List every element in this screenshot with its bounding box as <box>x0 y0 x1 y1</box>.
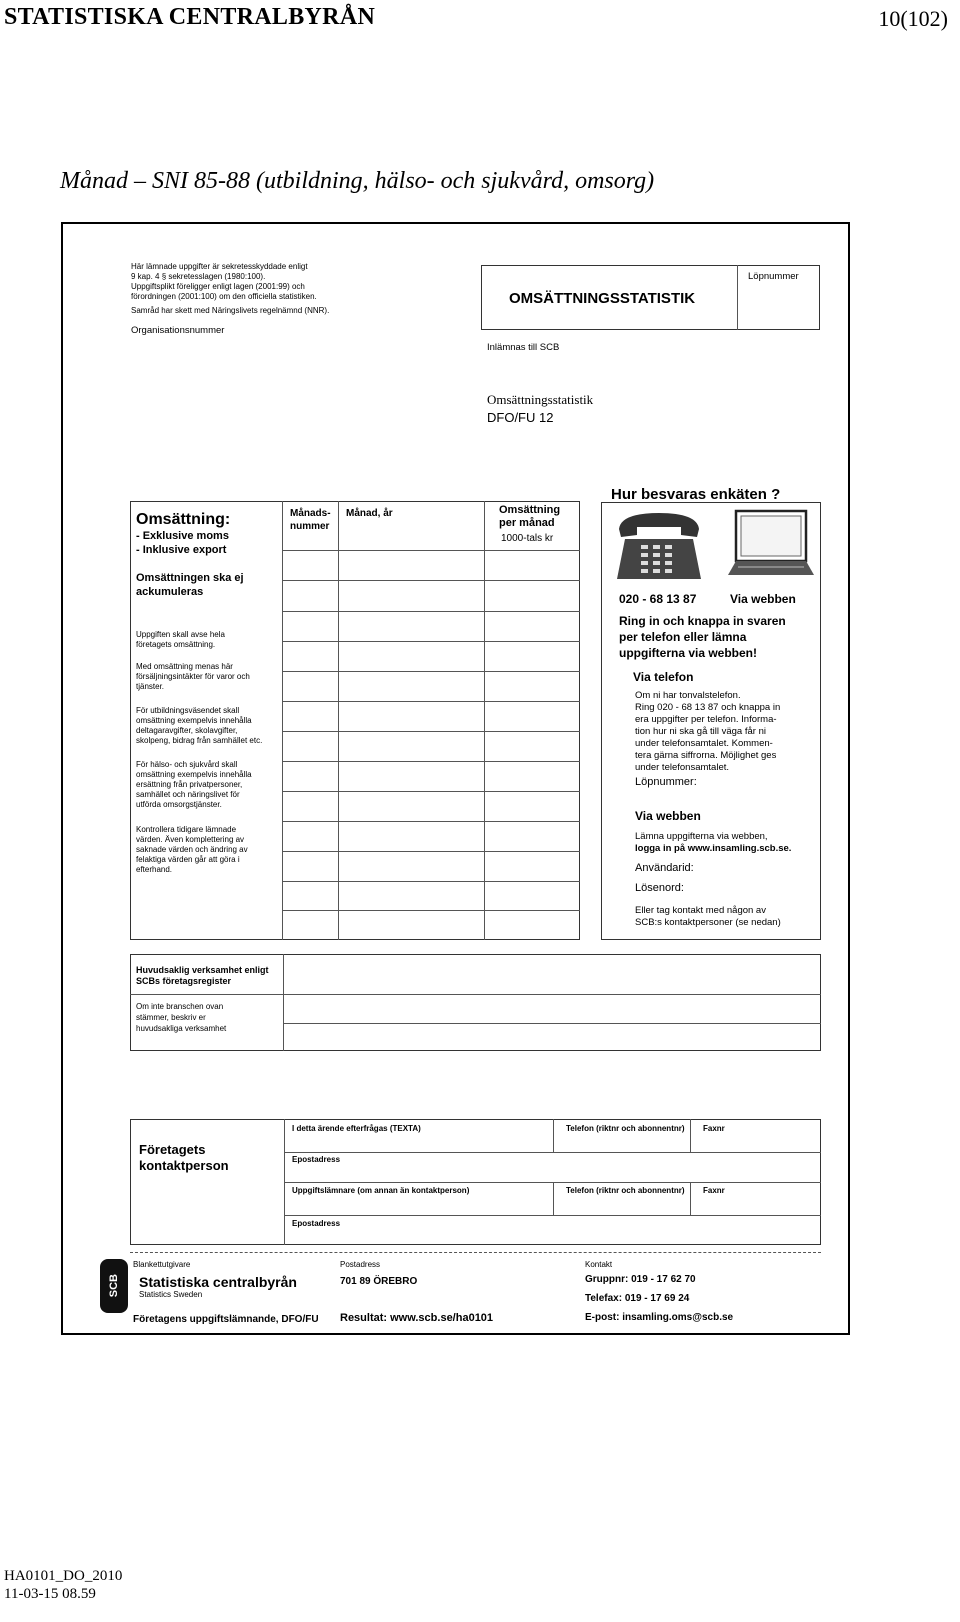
submit-to: Inlämnas till SCB <box>487 342 560 353</box>
p5-line-3: saknade värden och ändring av <box>136 845 248 854</box>
agency-header: STATISTISKA CENTRALBYRÅN <box>4 4 376 30</box>
secrecy-line-1: Här lämnade uppgifter är sekretesskyddade enligt <box>131 262 308 271</box>
no-accum-2: ackumuleras <box>136 586 204 598</box>
scb-logo-icon <box>100 1259 128 1313</box>
col-month-year: Månad, år <box>346 508 393 519</box>
org-number-label: Organisationsnummer <box>131 325 225 336</box>
secrecy-line-5: Samråd har skett med Näringslivets regelnämnd (NNR). <box>131 306 330 315</box>
p4-line-4: samhället och näringslivet för <box>136 790 240 799</box>
ask-label: I detta ärende efterfrågas (TEXTA) <box>292 1124 421 1133</box>
how-heading: Hur besvaras enkäten ? <box>611 486 781 503</box>
p1-line-1: Uppgiften skall avse hela <box>136 630 225 639</box>
fax-number: Telefax: 019 - 17 69 24 <box>585 1293 690 1304</box>
p4-line-2: omsättning exempelvis innehålla <box>136 770 252 779</box>
contact-label-1: Företagets <box>139 1142 206 1157</box>
other-activity-3: huvudsakliga verksamhet <box>136 1024 227 1033</box>
password-field: Lösenord: <box>635 882 684 894</box>
phone-text-6: tera gärna siffrorna. Möjlighet ges <box>635 750 777 761</box>
web-text-1: Lämna uppgifterna via webben, <box>635 831 768 842</box>
p2-line-2: försäljningsintäkter för varor och <box>136 672 250 681</box>
contact-hline-3 <box>284 1215 821 1216</box>
activity-hline-2 <box>283 1023 821 1024</box>
web-text-2: logga in på www.insamling.scb.se. <box>635 843 792 854</box>
phone-text-5: under telefonsamtalet. Kommen- <box>635 738 773 749</box>
table-hline-1 <box>282 550 580 551</box>
p5-line-5: efterhand. <box>136 865 173 874</box>
table-hline-6 <box>282 701 580 702</box>
phone-text-2: Ring 020 - 68 13 87 och knappa in <box>635 702 781 713</box>
group-number: Gruppnr: 019 - 17 62 70 <box>585 1274 696 1285</box>
title-divider <box>737 265 738 330</box>
p1-line-2: företagets omsättning. <box>136 640 216 649</box>
table-vline-2 <box>338 501 339 940</box>
table-hline-4 <box>282 641 580 642</box>
turnover-bullet-1: - Exklusive moms <box>136 530 229 542</box>
col-turnover-2: per månad <box>499 517 555 529</box>
postal-label: Postadress <box>340 1260 381 1269</box>
page-number: 10(102) <box>878 6 948 31</box>
call-line-3: uppgifterna via webben! <box>619 646 758 660</box>
table-hline-9 <box>282 791 580 792</box>
table-hline-12 <box>282 881 580 882</box>
contact-email: E-post: insamling.oms@scb.se <box>585 1312 734 1323</box>
bottom-divider <box>130 1252 821 1254</box>
contact-vline-2 <box>553 1119 554 1152</box>
lopnummer-label: Löpnummer <box>748 271 799 282</box>
phone-text-7: under telefonsamtalet. <box>635 762 730 773</box>
contact-label: Kontakt <box>585 1260 613 1269</box>
phone-text-1: Om ni har tonvalstelefon. <box>635 690 741 701</box>
secrecy-line-2: 9 kap. 4 § sekretesslagen (1980:100). <box>131 272 266 281</box>
agency-name-en: Statistics Sweden <box>139 1290 203 1299</box>
fax-label-1: Faxnr <box>703 1124 725 1133</box>
contact-text-2: SCB:s kontaktpersoner (se nedan) <box>635 917 781 928</box>
via-web-label: Via webben <box>730 592 796 606</box>
contact-vline-5 <box>690 1182 691 1215</box>
contact-hline-2 <box>284 1182 821 1183</box>
results-url: Resultat: www.scb.se/ha0101 <box>340 1312 494 1324</box>
p3-line-2: omsättning exempelvis innehålla <box>136 716 252 725</box>
issuer-label: Blankettutgivare <box>133 1260 191 1269</box>
col-month-no-1: Månads- <box>290 508 331 519</box>
dept-name: Företagens uppgiftslämnande, DFO/FU <box>133 1314 319 1325</box>
p2-line-1: Med omsättning menas här <box>136 662 233 671</box>
p3-line-3: deltagaravgifter, skolavgifter, <box>136 726 238 735</box>
other-submitter-label: Uppgiftslämnare (om annan än kontaktperson) <box>292 1186 470 1195</box>
turnover-bullet-2: - Inklusive export <box>136 544 227 556</box>
p5-line-4: felaktiga värden går att göra i <box>136 855 240 864</box>
table-hline-10 <box>282 821 580 822</box>
p5-line-2: värden. Även komplettering av <box>136 835 245 844</box>
main-activity-2: SCBs företagsregister <box>136 976 232 986</box>
email-label-1: Epostadress <box>292 1155 341 1164</box>
lopnummer-field: Löpnummer: <box>635 776 697 788</box>
other-activity-1: Om inte branschen ovan <box>136 1002 224 1011</box>
table-vline-3 <box>484 501 485 940</box>
form-title: OMSÄTTNINGSSTATISTIK <box>509 290 696 307</box>
footer-code: HA0101_DO_2010 <box>4 1568 123 1584</box>
contact-vline-3 <box>690 1119 691 1152</box>
table-hline-5 <box>282 671 580 672</box>
p2-line-3: tjänster. <box>136 682 165 691</box>
no-accum-1: Omsättningen ska ej <box>136 572 244 584</box>
scanned-form <box>61 222 850 1335</box>
footer-timestamp: 11-03-15 08.59 <box>4 1586 96 1602</box>
form-code: DFO/FU 12 <box>487 410 554 425</box>
other-activity-2: stämmer, beskriv er <box>136 1013 206 1022</box>
email-label-2: Epostadress <box>292 1219 341 1228</box>
p4-line-1: För hälso- och sjukvård skall <box>136 760 238 769</box>
contact-text-1: Eller tag kontakt med någon av <box>635 905 766 916</box>
phone-text-3: era uppgifter per telefon. Informa- <box>635 714 777 725</box>
table-vline-1 <box>282 501 283 940</box>
secrecy-line-3: Uppgiftsplikt föreligger enligt lagen (2001:99) och <box>131 282 305 291</box>
telephone-icon <box>611 507 707 582</box>
col-turnover-1: Omsättning <box>499 504 561 516</box>
logo-text: SCB <box>107 1274 120 1298</box>
table-hline-13 <box>282 910 580 911</box>
contact-label-2: kontaktperson <box>139 1158 229 1173</box>
col-month-no-2: nummer <box>290 521 330 532</box>
agency-name: Statistiska centralbyrån <box>139 1274 297 1290</box>
call-line-1: Ring in och knappa in svaren <box>619 614 786 628</box>
contact-hline-1 <box>284 1152 821 1153</box>
tel-label-1: Telefon (riktnr och abonnentnr) <box>566 1124 685 1133</box>
p3-line-4: skolpeng, bidrag från samhället etc. <box>136 736 263 745</box>
laptop-icon <box>726 509 816 581</box>
p4-line-5: utförda omsorgstjänster. <box>136 800 222 809</box>
secrecy-line-4: förordningen (2001:100) om den officiella statistiken. <box>131 292 317 301</box>
table-hline-8 <box>282 761 580 762</box>
phone-number: 020 - 68 13 87 <box>619 592 697 606</box>
p5-line-1: Kontrollera tidigare lämnade <box>136 825 237 834</box>
p4-line-3: ersättning från privatpersoner, <box>136 780 243 789</box>
turnover-heading: Omsättning: <box>136 511 231 528</box>
table-hline-3 <box>282 611 580 612</box>
fax-label-2: Faxnr <box>703 1186 725 1195</box>
user-id-field: Användarid: <box>635 862 694 874</box>
section-subtitle: Månad – SNI 85-88 (utbildning, hälso- och sjukvård, omsorg) <box>60 168 655 194</box>
main-activity-1: Huvudsaklig verksamhet enligt <box>136 965 269 975</box>
activity-hline-1 <box>130 994 821 995</box>
via-phone-heading: Via telefon <box>633 670 694 684</box>
contact-vline-4 <box>553 1182 554 1215</box>
phone-text-4: tion hur ni ska gå till väga får ni <box>635 726 766 737</box>
activity-vline <box>283 954 284 1051</box>
via-web-heading: Via webben <box>635 809 701 823</box>
table-hline-7 <box>282 731 580 732</box>
postal-address: 701 89 ÖREBRO <box>340 1276 418 1287</box>
col-unit: 1000-tals kr <box>501 533 554 544</box>
call-line-2: per telefon eller lämna <box>619 630 747 644</box>
table-hline-11 <box>282 851 580 852</box>
stat-name: Omsättningsstatistik <box>487 392 594 407</box>
table-hline-2 <box>282 580 580 581</box>
p3-line-1: För utbildningsväsendet skall <box>136 706 240 715</box>
tel-label-2: Telefon (riktnr och abonnentnr) <box>566 1186 685 1195</box>
